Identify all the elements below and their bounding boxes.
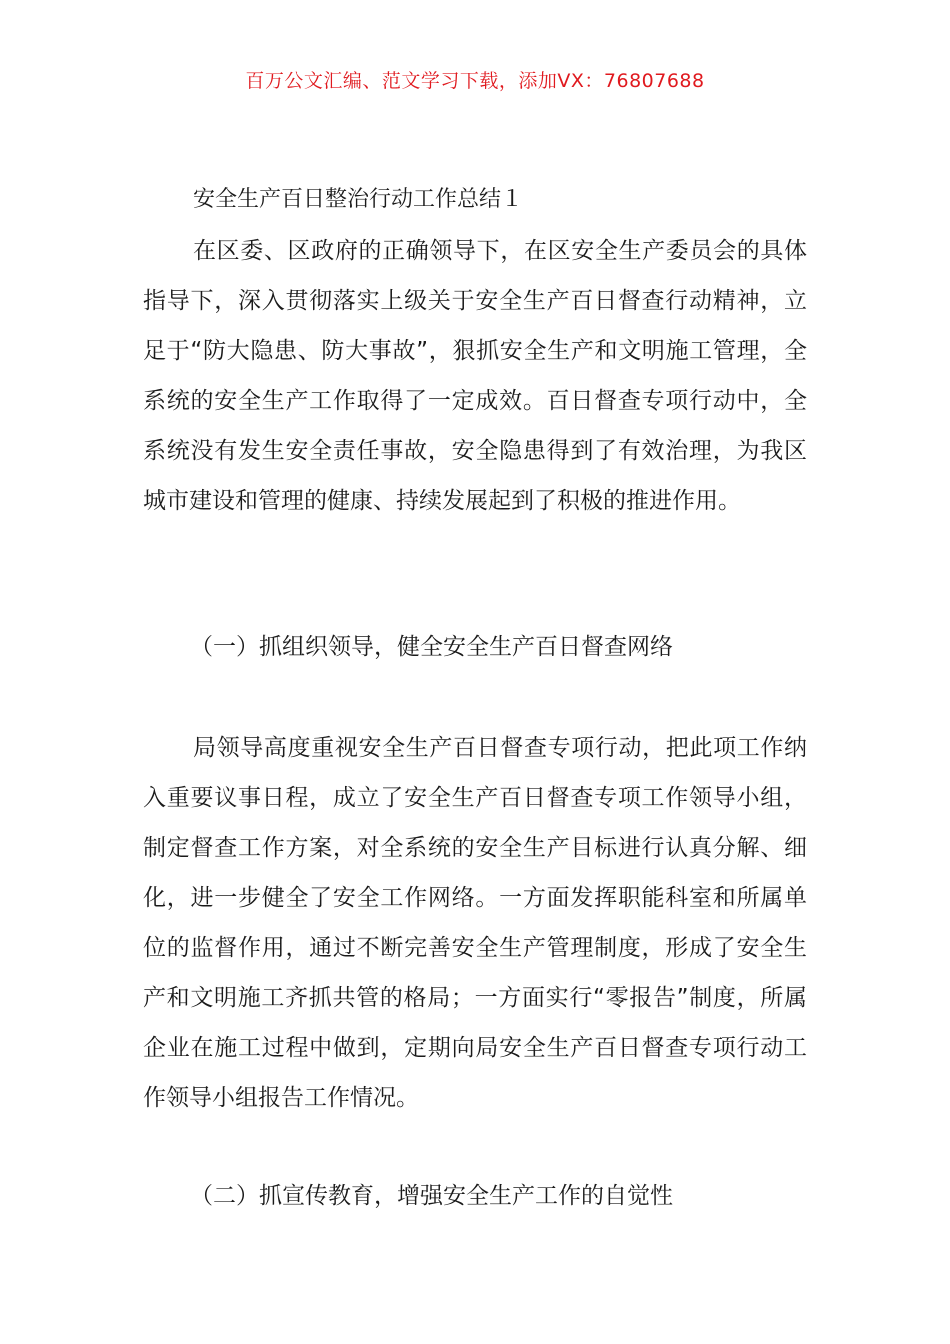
section-heading-2: （二）抓宣传教育，增强安全生产工作的自觉性: [190, 1183, 673, 1209]
intro-paragraph: 在区委、区政府的正确领导下，在区安全生产委员会的具体指导下，深入贯彻落实上级关于安全生产百日督查行动精神，立足于“防大隐患、防大事故”，狠抓安全生产和文明施工管理，全系统的安全生产工作取得了一定成效。百日督查专项行动中，全系统没有发生安全责任事故，安全隐患得到了有效治理，为我区城市建设和管理的健康、持续发展起到了积极的推进作用。: [143, 238, 807, 514]
section-heading-1: （一）抓组织领导，健全安全生产百日督查网络: [190, 634, 673, 660]
section-1-paragraph: 局领导高度重视安全生产百日督查专项行动，把此项工作纳入重要议事日程，成立了安全生产百日督查专项工作领导小组，制定督查工作方案，对全系统的安全生产目标进行认真分解、细化，进一步健全了安全工作网络。一方面发挥职能科室和所属单位的监督作用，通过不断完善安全生产管理制度，形成了安全生产和文明施工齐抓共管的格局；一方面实行“零报告”制度，所属企业在施工过程中做到，定期向局安全生产百日督查专项行动工作领导小组报告工作情况。: [143, 735, 807, 1111]
document-title: 安全生产百日整治行动工作总结１: [193, 187, 524, 212]
header-promo-note: 百万公文汇编、范文学习下载，添加VX：76807688: [245, 70, 705, 92]
